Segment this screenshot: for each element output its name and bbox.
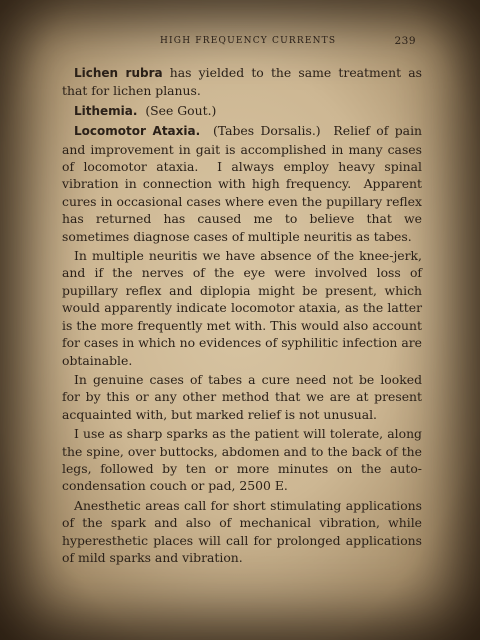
entry-lithemia	[62, 102, 422, 120]
entry-text: has yielded to the same treatment as that for lichen planus.	[62, 65, 423, 99]
running-header	[60, 36, 416, 50]
entry-term: Lithemia.	[74, 103, 138, 118]
entry-text: (Tabes Dorsalis.) Relief of pain and improvement in gait is accomplished in many cases of locomotor ataxia. I always employ heavy spinal vibration in connection with high frequency. Apparent cures in occasional cases where even the pupillary reflex has returned has caused me to believe that we sometimes diagnose cases of multiple neuritis as tabes.	[62, 123, 426, 244]
page-body	[62, 64, 426, 568]
running-title: HIGH FREQUENCY CURRENTS	[160, 36, 337, 46]
entry-locomotor-ataxia	[62, 122, 426, 245]
entry-term: Locomotor Ataxia.	[74, 124, 201, 139]
paragraph: Anesthetic areas call for short stimulating applications of the spark and also of mechanical vibration, while hyperesthetic places will call for prolonged applications of mild sparks and vibration.	[62, 497, 422, 565]
paragraph: In multiple neuritis we have absence of the knee-jerk, and if the nerves of the eye were involved loss of pupillary reflex and diplopia might be present, which would apparently indicate locomotor ataxia, as the latter is the more frequently met with. This would also account for cases in which no evidences of syphilitic infection are obtainable.	[62, 248, 422, 368]
paragraph: In genuine cases of tabes a cure need not be looked for by this or any other method that we are at present acquainted with, but marked relief is not unusual.	[62, 371, 422, 422]
page-number: 239	[394, 35, 416, 47]
entry-text: (See Gout.)	[137, 102, 217, 118]
entry-lichen-rubra	[62, 64, 422, 100]
paragraph: I use as sharp sparks as the patient will tolerate, along the spine, over buttocks, abdomen and to the back of the legs, followed by ten or more minutes on the auto-condensation couch or pad, 2500 E.	[62, 426, 422, 494]
entry-term: Lichen rubra	[74, 66, 163, 80]
